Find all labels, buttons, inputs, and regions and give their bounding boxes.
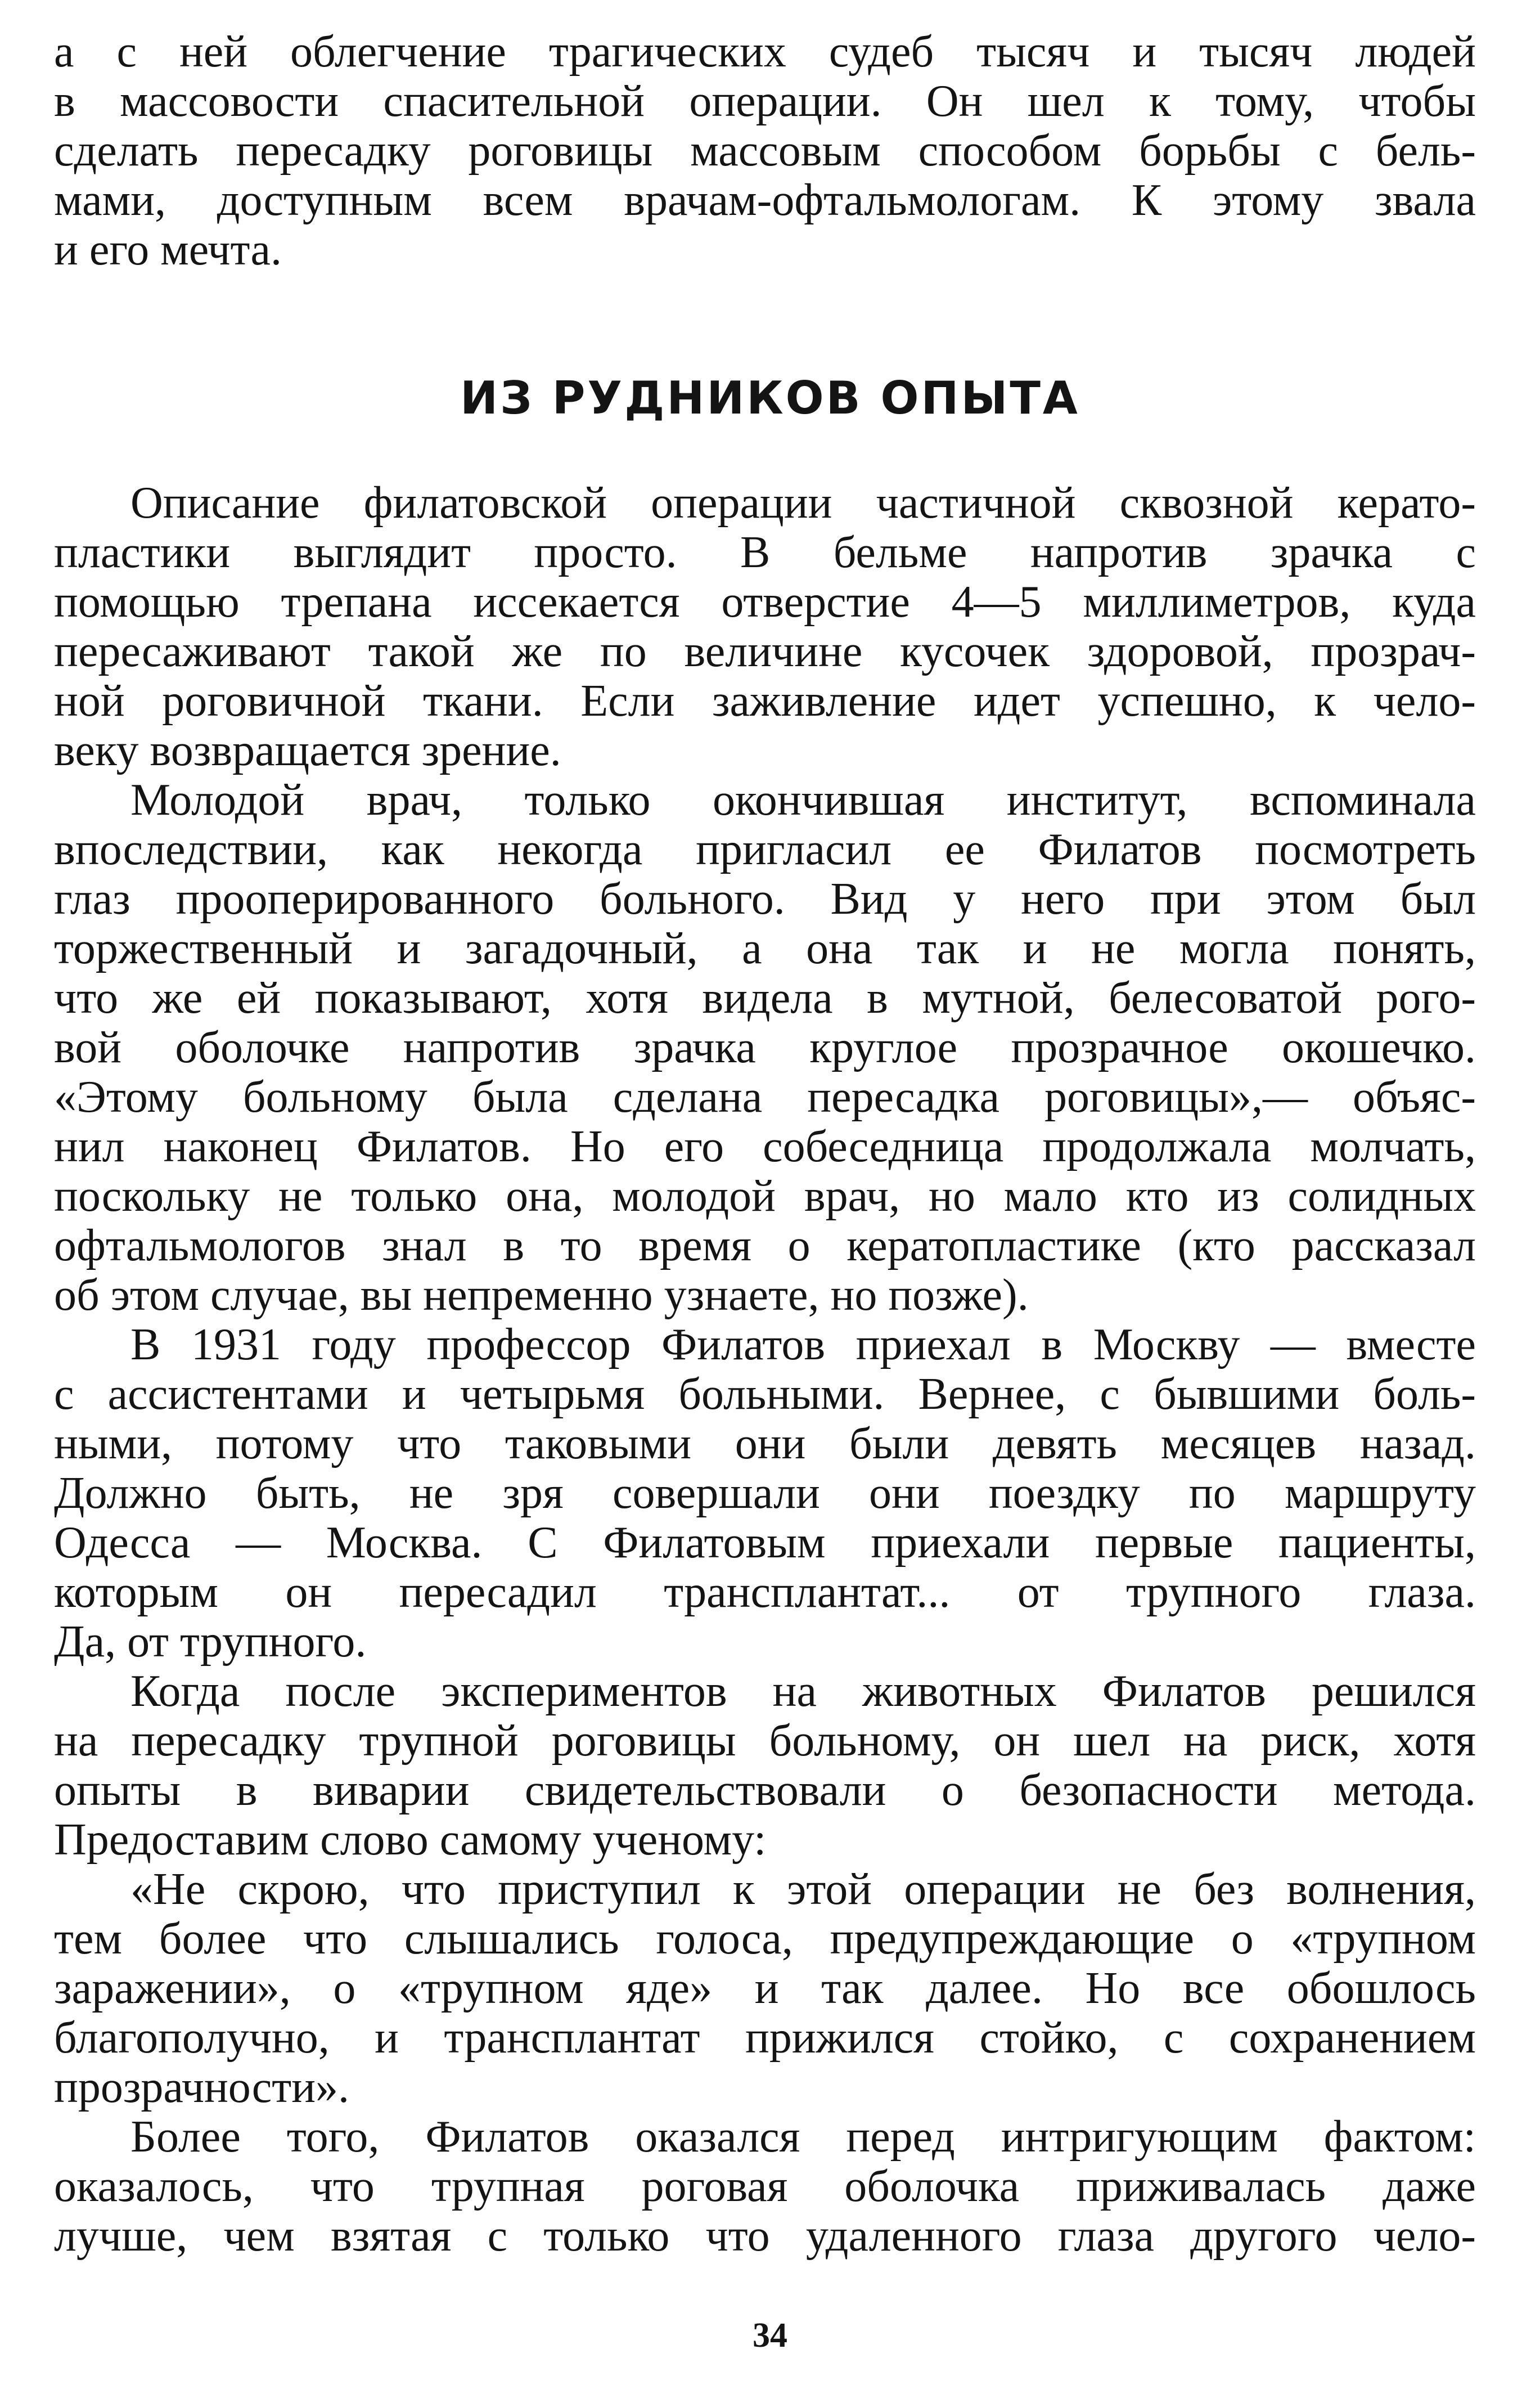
text-line: которым он пересадил трансплантат... от трупного глаза. (54, 1567, 1476, 1617)
text-line: что же ей показывают, хотя видела в мутной, белесоватой рого- (54, 973, 1476, 1023)
text-line: и его мечта. (54, 225, 282, 275)
text-line: Должно быть, не зря совершали они поездку по маршруту (54, 1468, 1476, 1518)
text-line: нил наконец Филатов. Но его собеседница продолжала молчать, (54, 1122, 1476, 1171)
text-line: пластики выглядит просто. В бельме напротив зрачка с (54, 528, 1476, 577)
text-line: пересаживают такой же по величине кусочек здоровой, прозрач- (54, 627, 1476, 676)
text-line: оказалось, что трупная роговая оболочка приживалась даже (54, 2162, 1476, 2211)
text-line: сделать пересадку роговицы массовым способом борьбы с бель- (54, 126, 1476, 176)
text-line: «Не скрою, что приступил к этой операции не без волнения, (130, 1865, 1476, 1914)
text-line: ными, потому что таковыми они были девять месяцев назад. (54, 1419, 1476, 1468)
text-line: В 1931 году профессор Филатов приехал в Москву — вместе (130, 1320, 1476, 1369)
text-line: а с ней облегчение трагических судеб тысяч и тысяч людей (54, 27, 1476, 77)
text-line: веку возвращается зрение. (54, 726, 561, 775)
text-line: Одесса — Москва. С Филатовым приехали первые пациенты, (54, 1518, 1476, 1567)
text-line: «Этому больному была сделана пересадка роговицы»,— объяс- (54, 1072, 1476, 1122)
text-line: на пересадку трупной роговицы больному, он шел на риск, хотя (54, 1716, 1476, 1766)
text-line: Когда после экспериментов на животных Филатов решился (130, 1667, 1476, 1716)
text-line: Более того, Филатов оказался перед интригующим фактом: (130, 2112, 1476, 2162)
text-line: офтальмологов знал в то время о кератопластике (кто рассказал (54, 1221, 1476, 1270)
text-line: глаз прооперированного больного. Вид у него при этом был (54, 874, 1476, 924)
text-line: опыты в виварии свидетельствовали о безопасности метода. (54, 1766, 1476, 1815)
text-line: в массовости спасительной операции. Он шел к тому, чтобы (54, 77, 1476, 126)
text-line: мами, доступным всем врачам-офтальмологам. К этому звала (54, 176, 1476, 225)
page-number: 34 (753, 2316, 787, 2355)
text-line: Описание филатовской операции частичной сквозной керато- (130, 478, 1476, 528)
text-line: торжественный и загадочный, а она так и не могла понять, (54, 924, 1476, 973)
text-line: прозрачности». (54, 2063, 350, 2112)
text-line: Предоставим слово самому ученому: (54, 1815, 767, 1865)
text-line: поскольку не только она, молодой врач, но мало кто из солидных (54, 1171, 1476, 1221)
text-line: помощью трепана иссекается отверстие 4—5 миллиметров, куда (54, 577, 1476, 627)
text-line: с ассистентами и четырьмя больными. Вернее, с бывшими боль- (54, 1369, 1476, 1419)
text-line: ной роговичной ткани. Если заживление идет успешно, к чело- (54, 676, 1476, 726)
text-line: вой оболочке напротив зрачка круглое прозрачное окошечко. (54, 1023, 1476, 1072)
section-heading: ИЗ РУДНИКОВ ОПЫТА (460, 372, 1080, 424)
text-line: тем более что слышались голоса, предупреждающие о «трупном (54, 1914, 1476, 1964)
text-line: об этом случае, вы непременно узнаете, но позже). (54, 1270, 1029, 1320)
text-line: Молодой врач, только окончившая институт, вспоминала (130, 775, 1476, 825)
text-line: благополучно, и трансплантат прижился стойко, с сохранением (54, 2013, 1476, 2063)
text-line: Да, от трупного. (54, 1617, 367, 1667)
text-line: впоследствии, как некогда пригласил ее Филатов посмотреть (54, 825, 1476, 874)
text-line: заражении», о «трупном яде» и так далее. Но все обошлось (54, 1964, 1476, 2013)
text-line: лучше, чем взятая с только что удаленного глаза другого чело- (54, 2211, 1476, 2261)
